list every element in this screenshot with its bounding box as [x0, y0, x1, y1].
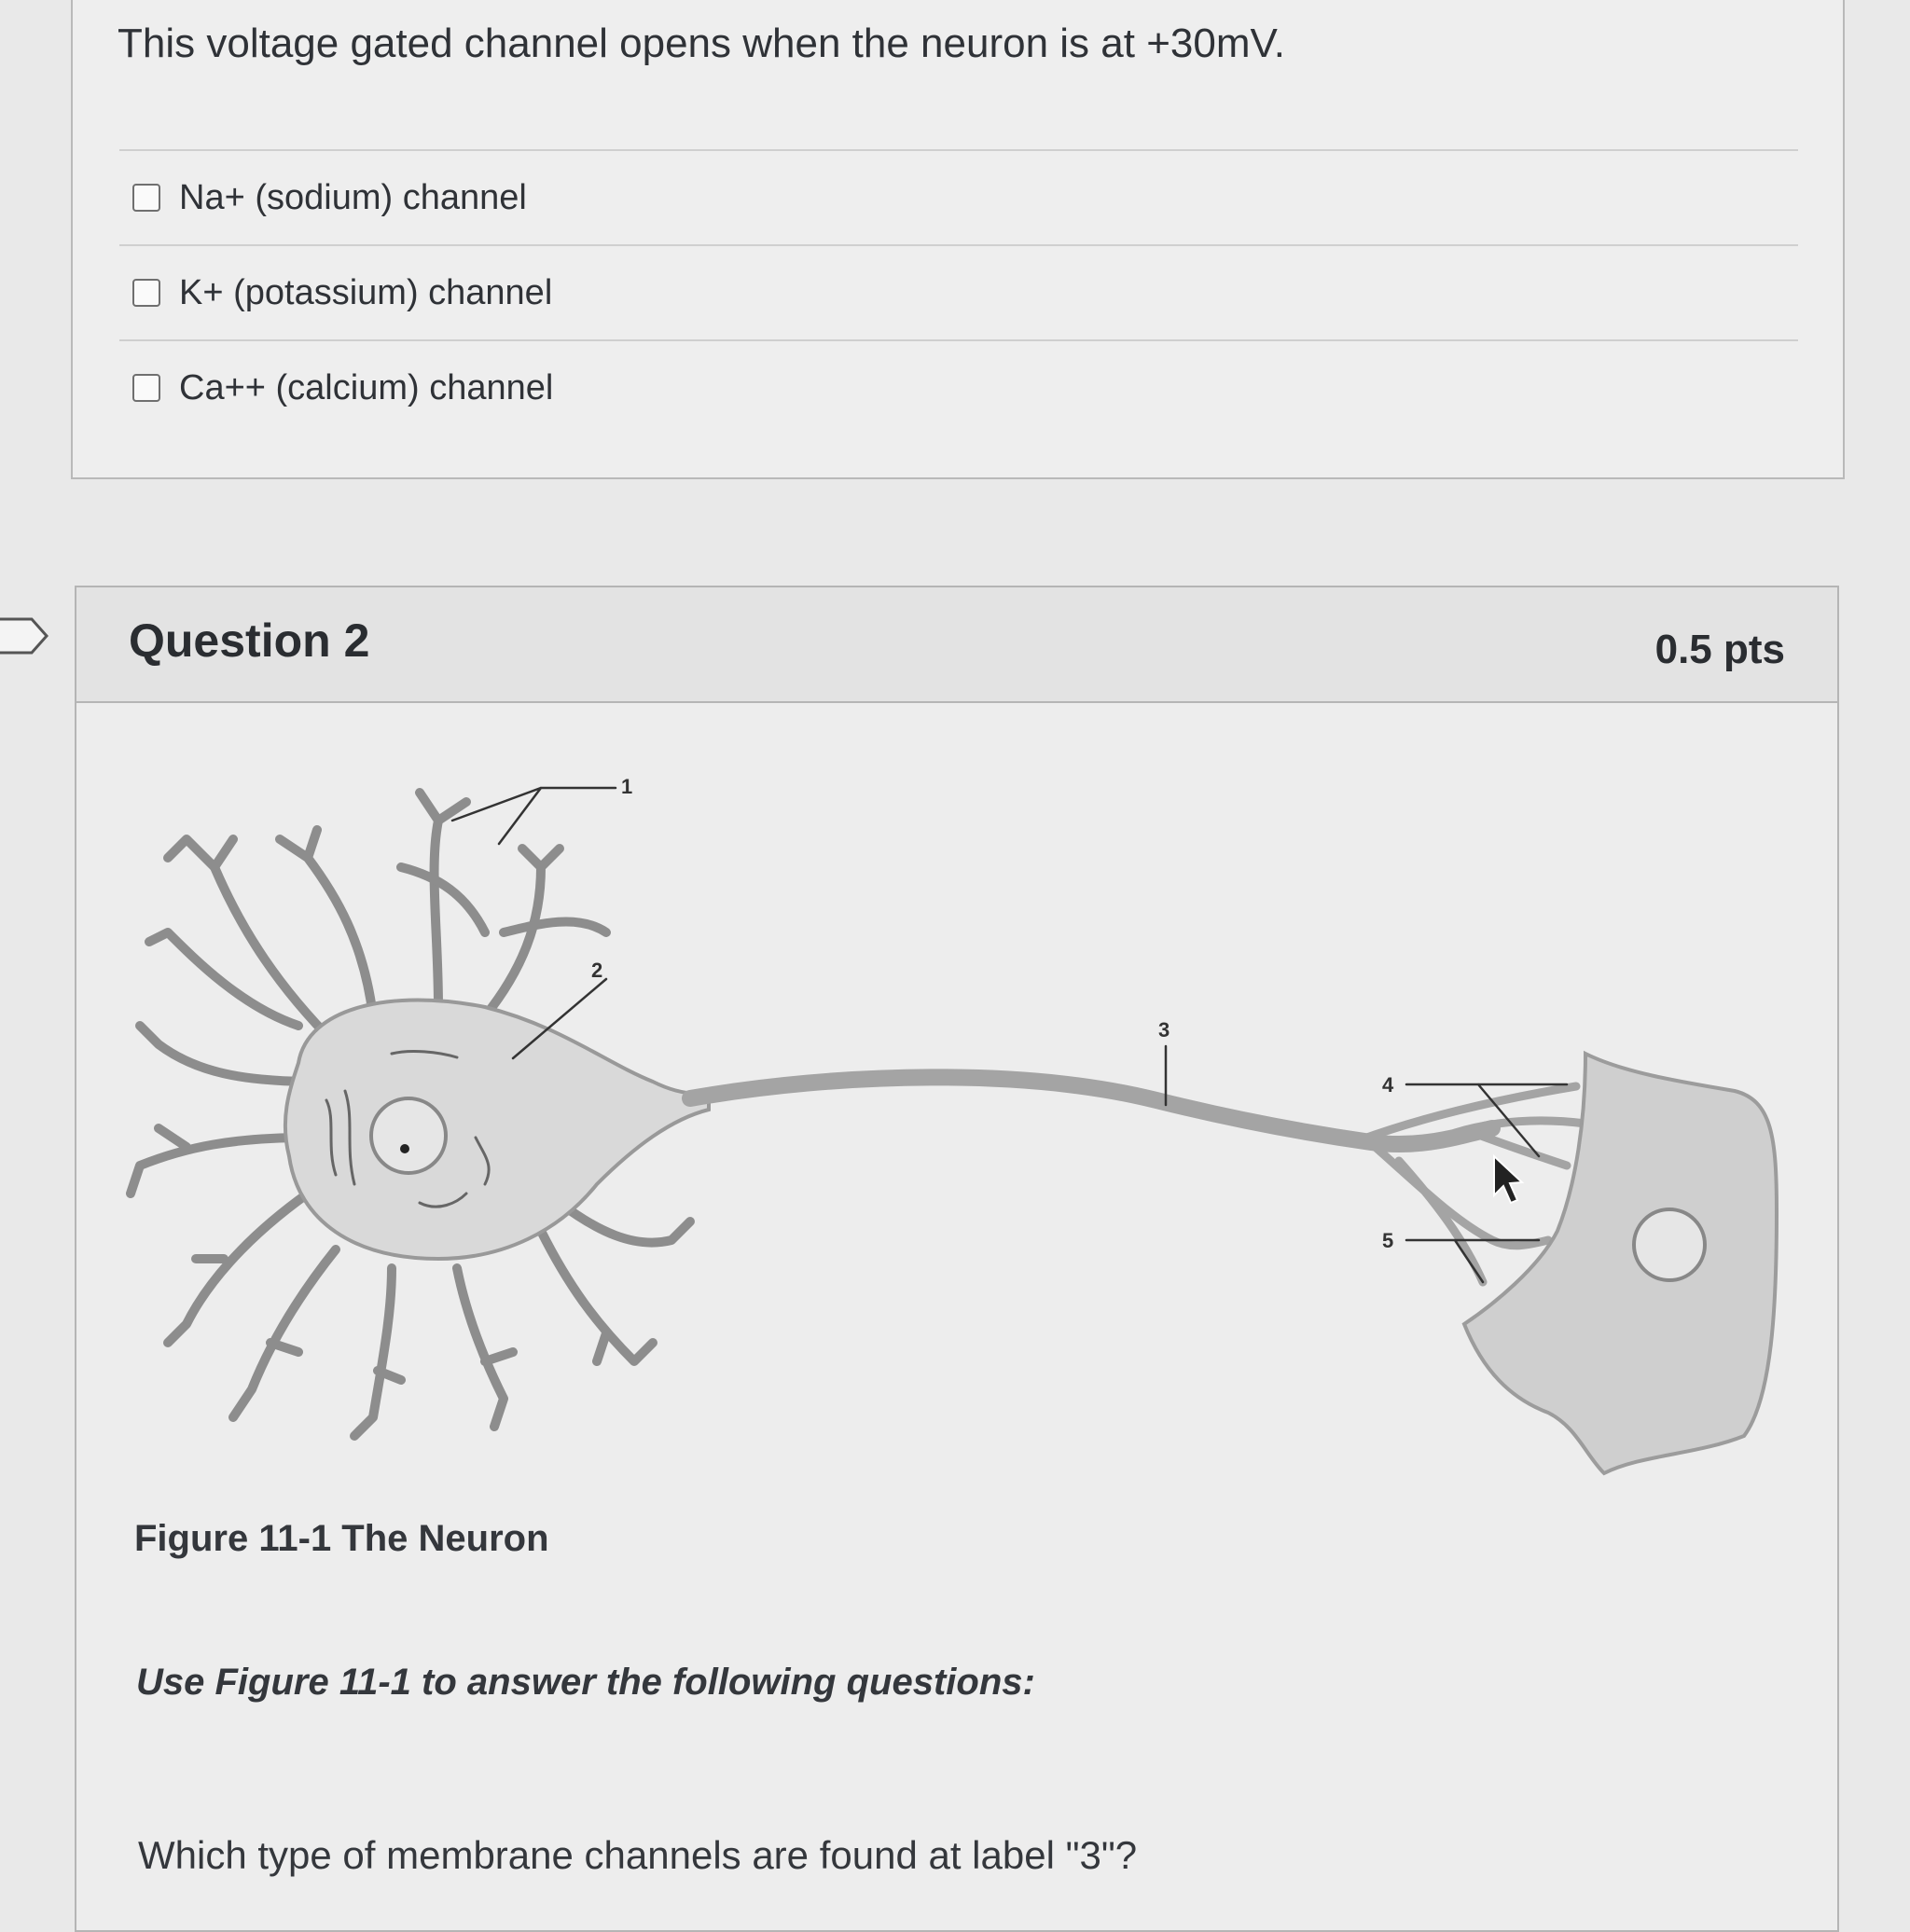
answer-label: Na+ (sodium) channel	[179, 177, 527, 217]
leader-lines	[452, 788, 1567, 1282]
question-2-title: Question 2	[129, 614, 370, 667]
figure-label-4: 4	[1382, 1073, 1394, 1097]
figure-label-2: 2	[591, 959, 603, 982]
answer-label: K+ (potassium) channel	[179, 272, 553, 312]
question-2-points: 0.5 pts	[1654, 627, 1785, 672]
figure-label-1: 1	[621, 775, 633, 798]
question-1-prompt: This voltage gated channel opens when the neuron is at +30mV.	[118, 21, 1286, 66]
instruction-text: Use Figure 11-1 to answer the following questions:	[136, 1662, 1035, 1703]
nucleus	[371, 1098, 446, 1173]
target-nucleus	[1634, 1209, 1705, 1280]
question-2-prompt: Which type of membrane channels are found at label "3"?	[138, 1833, 1138, 1877]
mouse-pointer-icon	[1494, 1156, 1522, 1203]
figure-caption: Figure 11-1 The Neuron	[134, 1518, 549, 1559]
target-cell	[1464, 1054, 1777, 1473]
figure-label-5: 5	[1382, 1229, 1394, 1252]
answer-label: Ca++ (calcium) channel	[179, 367, 554, 407]
figure-label-3: 3	[1158, 1018, 1170, 1042]
nucleolus	[400, 1144, 409, 1153]
